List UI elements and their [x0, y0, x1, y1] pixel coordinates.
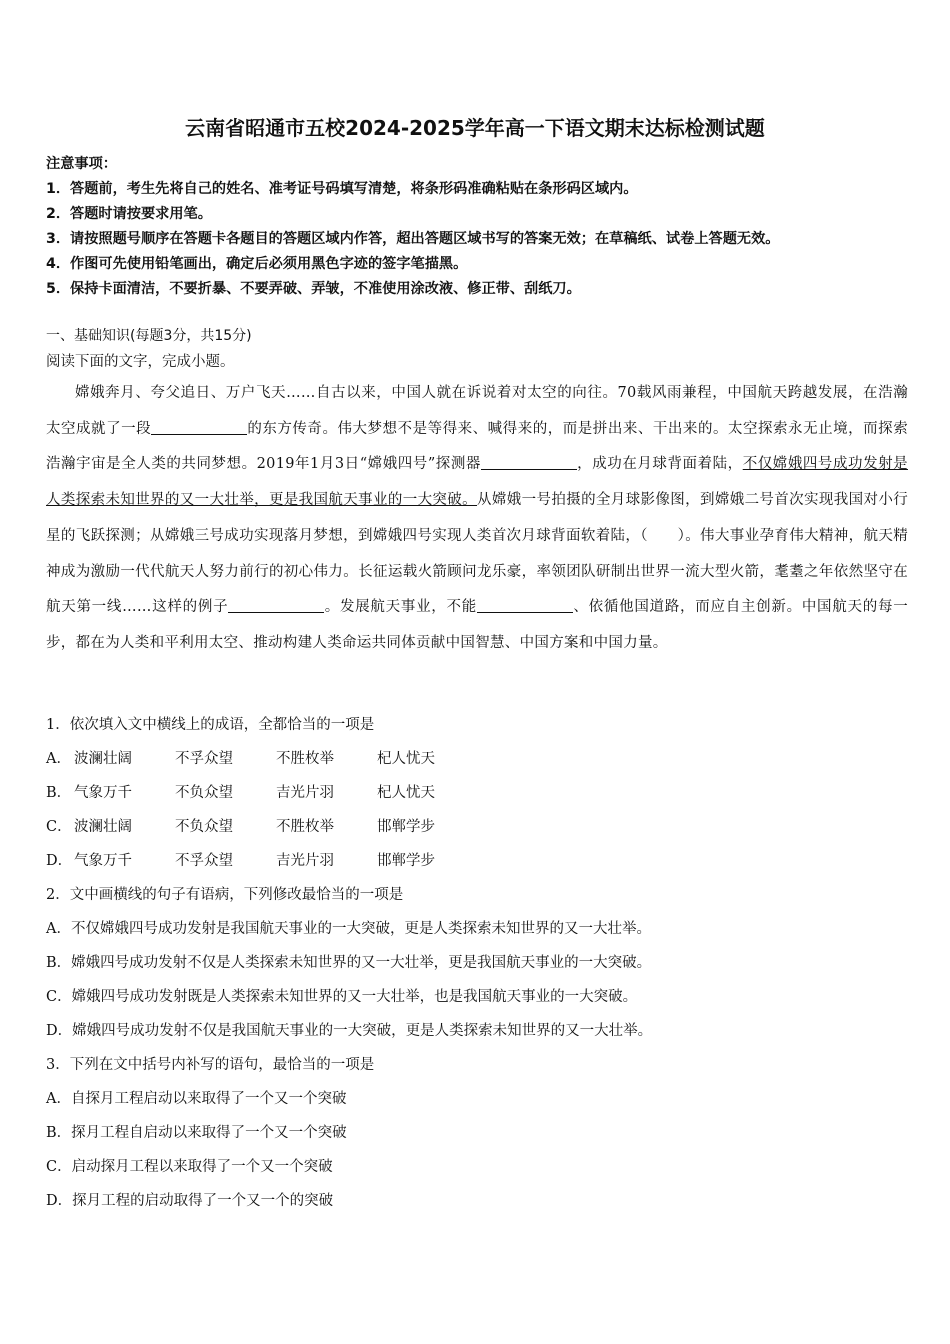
notice-block	[46, 152, 916, 302]
option-word: 杞人忧天	[377, 751, 435, 767]
passage-text: ，成功在月球背面着陆，	[576, 456, 743, 473]
question-stem: 2．文中画横线的句子有语病，下列修改最恰当的一项是	[46, 887, 404, 903]
fill-blank	[477, 594, 573, 613]
option-word: 邯郸学步	[377, 853, 435, 869]
notice-item: 5．保持卡面清洁，不要折暴、不要弄破、弄皱，不准使用涂改液、修正带、刮纸刀。	[46, 281, 581, 297]
option-word: 邯郸学步	[377, 819, 435, 835]
option-label: D．	[46, 853, 73, 869]
passage-text: 从嫦娥一号拍摄的全月球影像图，到嫦娥二号首次实现我国对小行星的飞跃探测；从嫦娥三号成功实现落月梦想，到嫦娥四号实现人类首次月球背面软着陆，（ ）。伟大事业孕育伟大精神，航天精神成为激励一代代航天人努力前行的初心伟力。长征运载火箭顾问龙乐豪，率领团队研制出世界一流大型火箭，耄耋之年依然坚守在航天第一线……这样的例子	[46, 492, 908, 616]
option-word: 不孚众望	[175, 751, 233, 767]
option-word: 不胜枚举	[276, 751, 334, 767]
option-a: A．不仅嫦娥四号成功发射是我国航天事业的一大突破，更是人类探索未知世界的又一大壮举。	[46, 921, 651, 937]
notice-item: 3．请按照题号顺序在答题卡各题目的答题区域内作答，超出答题区域书写的答案无效；在草稿纸、试卷上答题无效。	[46, 231, 780, 247]
notice-item: 1．答题前，考生先将自己的姓名、准考证号码填写清楚，将条形码准确粘贴在条形码区域内。	[46, 181, 638, 197]
option-word: 不孚众望	[175, 853, 233, 869]
option-b: B．嫦娥四号成功发射不仅是人类探索未知世界的又一大壮举，更是我国航天事业的一大突破。	[46, 955, 652, 971]
passage-text: 的东方传奇。伟大梦想不是等得来、喊得来的，而是拼出来、干出来的。太空探索永无止境，而探索浩瀚宇宙是全人类的共同梦想。2019年1月3日“嫦娥四号”探测器	[46, 420, 908, 473]
option-word: 吉光片羽	[276, 853, 334, 869]
option-word: 不负众望	[175, 819, 233, 835]
section-heading: 一、基础知识(每题3分，共15分)	[46, 328, 252, 344]
option-word: 吉光片羽	[276, 785, 334, 801]
fill-blank	[228, 594, 324, 613]
option-label: B．	[46, 785, 72, 801]
option-word: 不胜枚举	[276, 819, 334, 835]
option-word: 杞人忧天	[377, 785, 435, 801]
option-d: D．探月工程的启动取得了一个又一个的突破	[46, 1193, 334, 1209]
fill-blank	[151, 416, 247, 435]
option-word: 不负众望	[175, 785, 233, 801]
option-word: 波澜壮阔	[74, 819, 132, 835]
option-label: C．	[46, 819, 72, 835]
passage-text: 。发展航天事业，不能	[324, 599, 477, 616]
option-a: A．自探月工程启动以来取得了一个又一个突破	[46, 1091, 347, 1107]
option-label: A．	[46, 751, 71, 767]
notice-item: 2．答题时请按要求用笔。	[46, 206, 212, 222]
option-word: 气象万千	[74, 853, 132, 869]
reading-passage	[46, 376, 908, 662]
option-word: 波澜壮阔	[74, 751, 132, 767]
question-stem: 3．下列在文中括号内补写的语句，最恰当的一项是	[46, 1057, 375, 1073]
option-c: C．启动探月工程以来取得了一个又一个突破	[46, 1159, 333, 1175]
option-d	[46, 844, 916, 878]
underlined-sentence: 不仅嫦娥四号成功发射是人类探索未知世界的又一大壮举，更是我国航天事业的一大突破。	[46, 456, 908, 509]
section-instruction: 阅读下面的文字，完成小题。	[46, 354, 235, 370]
notice-heading: 注意事项：	[46, 156, 117, 172]
fill-blank	[481, 451, 577, 470]
option-word: 气象万千	[74, 785, 132, 801]
option-a	[46, 742, 916, 776]
question-stem: 1．依次填入文中横线上的成语，全都恰当的一项是	[46, 717, 375, 733]
option-d: D．嫦娥四号成功发射不仅是我国航天事业的一大突破，更是人类探索未知世界的又一大壮举。	[46, 1023, 653, 1039]
notice-item: 4．作图可先使用铅笔画出，确定后必须用黑色字迹的签字笔描黑。	[46, 256, 468, 272]
passage-text: 、依循他国道路，而应自主创新。中国航天的每一步，都在为人类和平利用太空、推动构建人类命运共同体贡献中国智慧、中国方案和中国力量。	[46, 599, 908, 651]
option-b: B．探月工程自启动以来取得了一个又一个突破	[46, 1125, 347, 1141]
page-title: 云南省昭通市五校2024-2025学年高一下语文期末达标检测试题	[185, 116, 765, 140]
section-basic-knowledge	[46, 324, 916, 375]
passage-text: 嫦娥奔月、夸父追日、万户飞天……自古以来，中国人就在诉说着对太空的向往。70载风雨兼程，中国航天跨越发展，在浩瀚太空成就了一段	[46, 385, 908, 437]
option-b	[46, 776, 916, 810]
option-c: C．嫦娥四号成功发射既是人类探索未知世界的又一大壮举，也是我国航天事业的一大突破。	[46, 989, 638, 1005]
question-list	[46, 708, 916, 1218]
option-c	[46, 810, 916, 844]
